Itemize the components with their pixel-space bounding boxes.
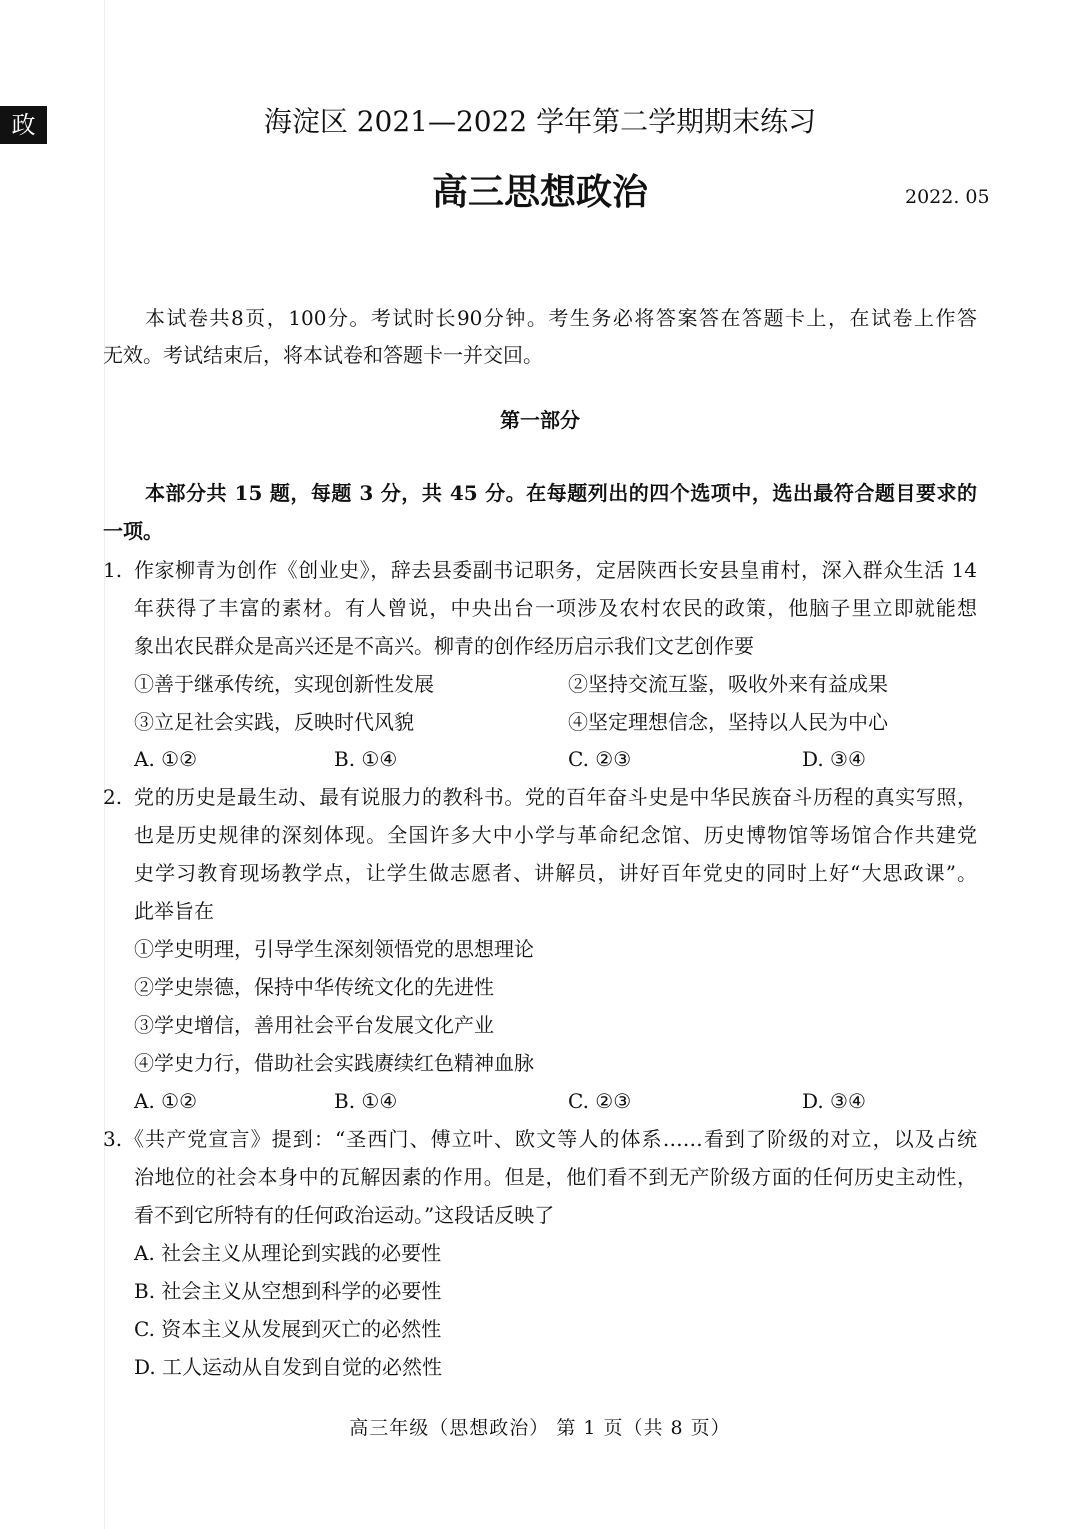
question-stem: 作家柳青为创作《创业史》，辞去县委副书记职务，定居陕西长安县皇甫村，深入群众生活 14 <box>134 558 977 582</box>
question-stem: 象出农民群众是高兴还是不高兴。柳青的创作经历启示我们文艺创作要 <box>134 634 754 658</box>
choice-c: C. ②③ <box>568 747 632 771</box>
exam-date: 2022. 05 <box>905 186 990 208</box>
statement: ②学史崇德，保持中华传统文化的先进性 <box>134 975 494 999</box>
choice-d: D. ③④ <box>802 747 866 771</box>
intro-line: 无效。考试结束后，将本试卷和答题卡一并交回。 <box>103 343 543 367</box>
choice-b: B. 社会主义从空想到科学的必要性 <box>134 1279 442 1303</box>
part-title: 第一部分 <box>500 408 580 432</box>
page-edge <box>104 0 105 1529</box>
statement: ④学史力行，借助社会实践赓续红色精神血脉 <box>134 1051 534 1075</box>
choice-a: A. ①② <box>134 747 198 771</box>
statement: ③立足社会实践，反映时代风貌 <box>134 710 414 734</box>
question-stem: 史学习教育现场教学点，让学生做志愿者、讲解员，讲好百年党史的同时上好“大思政课”。 <box>134 861 977 885</box>
choice-c: C. ②③ <box>568 1089 632 1113</box>
question-number: 2. <box>103 785 123 809</box>
question-stem: 党的历史是最生动、最有说服力的教科书。党的百年奋斗史是中华民族奋斗历程的真实写照， <box>134 785 977 809</box>
question-stem: 也是历史规律的深刻体现。全国许多大中小学与革命纪念馆、历史博物馆等场馆合作共建党 <box>134 823 977 847</box>
intro-line: 本试卷共8页，100分。考试时长90分钟。考生务必将答案答在答题卡上，在试卷上作答 <box>145 306 977 330</box>
subject-tab: 政 <box>0 106 47 144</box>
choice-b: B. ①④ <box>334 747 398 771</box>
question-number: 3. <box>103 1127 123 1151</box>
part-instructions: 一项。 <box>103 519 163 543</box>
statement: ②坚持交流互鉴，吸收外来有益成果 <box>568 672 888 696</box>
statement: ①善于继承传统，实现创新性发展 <box>134 672 434 696</box>
page-footer: 高三年级（思想政治） 第 1 页（共 8 页） <box>349 1417 731 1439</box>
statement: ①学史明理，引导学生深刻领悟党的思想理论 <box>134 937 534 961</box>
exam-title: 海淀区 2021—2022 学年第二学期期末练习 <box>263 105 817 138</box>
choice-a: A. 社会主义从理论到实践的必要性 <box>134 1241 442 1265</box>
statement: ③学史增信，善用社会平台发展文化产业 <box>134 1013 494 1037</box>
choice-d: D. 工人运动从自发到自觉的必然性 <box>134 1355 443 1379</box>
question-stem: 《共产党宣言》提到：“圣西门、傅立叶、欧文等人的体系……看到了阶级的对立，以及占统 <box>124 1127 977 1151</box>
question-stem: 看不到它所特有的任何政治运动。”这段话反映了 <box>134 1203 555 1227</box>
choice-c: C. 资本主义从发展到灭亡的必然性 <box>134 1317 442 1341</box>
question-stem: 治地位的社会本身中的瓦解因素的作用。但是，他们看不到无产阶级方面的任何历史主动性， <box>134 1165 977 1189</box>
question-stem: 此举旨在 <box>134 899 214 923</box>
part-instructions: 本部分共 15 题，每题 3 分，共 45 分。在每题列出的四个选项中，选出最符合题目要求的 <box>145 481 977 505</box>
choice-a: A. ①② <box>134 1089 198 1113</box>
statement: ④坚定理想信念，坚持以人民为中心 <box>568 710 888 734</box>
question-stem: 年获得了丰富的素材。有人曾说，中央出台一项涉及农村农民的政策，他脑子里立即就能想 <box>134 596 977 620</box>
choice-b: B. ①④ <box>334 1089 398 1113</box>
question-number: 1. <box>103 558 123 582</box>
choice-d: D. ③④ <box>802 1089 866 1113</box>
subject-title: 高三思想政治 <box>431 171 648 213</box>
